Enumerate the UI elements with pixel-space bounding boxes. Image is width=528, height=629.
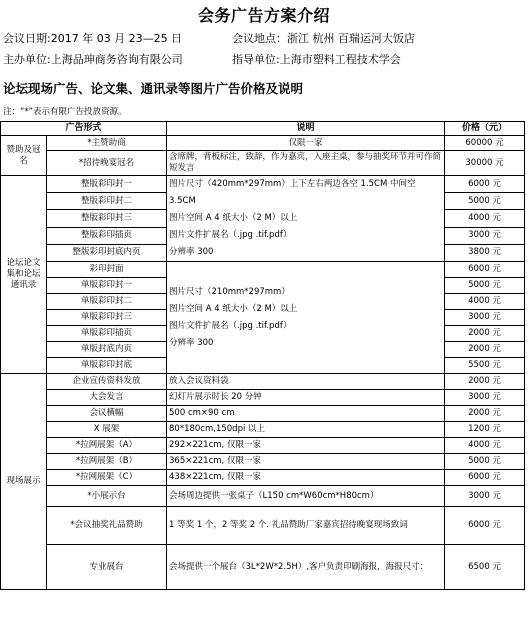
item-name: 整版彩印封底内页 xyxy=(47,244,167,261)
item-price: 5000 元 xyxy=(445,454,525,470)
item-price: 3000 元 xyxy=(445,390,525,406)
item-price: 3000 元 xyxy=(445,310,525,326)
item-name: *小展示台 xyxy=(47,486,167,507)
item-name: 专业展台 xyxy=(47,545,167,590)
item-description: 438×221cm, 仅限一家 xyxy=(167,470,445,486)
item-description: 会场周边提供一张桌子（L150 cm*W60cm*H80cm） xyxy=(167,486,445,507)
item-name: *拉网展架（C） xyxy=(47,470,167,486)
item-price: 5000 元 xyxy=(445,278,525,294)
item-name: 整版彩印封二 xyxy=(47,193,167,210)
header-ad-form: 广告形式 xyxy=(1,122,167,136)
item-price: 60000 元 xyxy=(445,136,525,151)
header-price: 价格（元） xyxy=(445,122,525,136)
desc-line: 图片空间 A 4 纸大小（2 M）以上 xyxy=(169,303,298,314)
item-name: 单版彩印插页 xyxy=(47,326,167,342)
item-name: 企业宣传资料发放 xyxy=(47,374,167,390)
item-description: 放入会议资料袋 xyxy=(167,374,445,390)
item-price: 2000 元 xyxy=(445,342,525,358)
table-row xyxy=(1,422,525,438)
item-price: 5500 元 xyxy=(445,358,525,374)
table-row xyxy=(1,151,525,176)
print-description-a xyxy=(167,176,445,262)
table-row xyxy=(1,136,525,151)
item-name: *主赞助商 xyxy=(47,136,167,151)
category-onsite: 现场展示 xyxy=(1,374,47,590)
item-name: 整版彩印封一 xyxy=(47,176,167,193)
item-description: 幻灯片展示时长 20 分钟 xyxy=(167,390,445,406)
desc-line: 图片空间 A 4 纸大小（2 M）以上 xyxy=(169,213,298,223)
item-name: 整版彩印封三 xyxy=(47,210,167,227)
desc-line: 分辨率 300 xyxy=(169,337,214,348)
item-name: *拉网展架（B） xyxy=(47,454,167,470)
item-name: 单版彩印封二 xyxy=(47,294,167,310)
item-price: 3000 元 xyxy=(445,486,525,507)
item-name: X 展架 xyxy=(47,422,167,438)
table-row xyxy=(1,507,525,545)
desc-line: 图片尺寸（420mm*297mm）上下左右两边各空 1.5CM 中间空 3.5CM xyxy=(169,179,416,206)
note-text: 注：“*”表示有限广告投放资源。 xyxy=(3,107,127,117)
item-description: 1 等奖 1 个，2 等奖 2 个. 礼品赞助厂家嘉宾招待晚宴现场致词 xyxy=(167,507,445,545)
item-price: 2000 元 xyxy=(445,326,525,342)
item-price: 6000 元 xyxy=(445,470,525,486)
table-row xyxy=(1,262,525,278)
item-name: 大会发言 xyxy=(47,390,167,406)
desc-line: 图片文件扩展名（.jpg .tif.pdf） xyxy=(169,230,292,240)
item-name: *会议抽奖礼品赞助 xyxy=(47,507,167,545)
item-description: 含席牌，背板标注，致辞，作为嘉宾，入座主桌，参与抽奖环节并可作简短发言 xyxy=(167,151,445,176)
item-price: 6000 元 xyxy=(445,507,525,545)
table-row xyxy=(1,176,525,193)
item-price: 4000 元 xyxy=(445,294,525,310)
item-name: *拉网展架（A） xyxy=(47,438,167,454)
item-name: 整版彩印插页 xyxy=(47,227,167,244)
document-title: 会务广告方案介绍 xyxy=(197,6,330,25)
item-price: 2000 元 xyxy=(445,406,525,422)
item-price: 6000 元 xyxy=(445,262,525,278)
item-price: 5000 元 xyxy=(445,193,525,210)
table-row xyxy=(1,374,525,390)
item-description: 292×221cm, 仅限一家 xyxy=(167,438,445,454)
table-row xyxy=(1,545,525,590)
table-row xyxy=(1,438,525,454)
section-heading: 论坛现场广告、论文集、通讯录等图片广告价格及说明 xyxy=(3,81,304,96)
item-price: 6000 元 xyxy=(445,176,525,193)
item-price: 4000 元 xyxy=(445,438,525,454)
table-header-row xyxy=(1,122,525,136)
desc-line: 图片尺寸（210mm*297mm） xyxy=(169,286,290,297)
item-name: 会议横幅 xyxy=(47,406,167,422)
header-description: 说明 xyxy=(167,122,445,136)
item-description: 会场提供一个展台（3L*2W*2.5H）,客户负责印刷海报，海报尺寸： xyxy=(167,545,445,590)
item-price: 3000 元 xyxy=(445,227,525,244)
item-price: 2000 元 xyxy=(445,374,525,390)
item-name: 单版封底内页 xyxy=(47,342,167,358)
category-print: 论坛论文集和论坛通讯录 xyxy=(1,176,47,374)
guide-organization: 指导单位:上海市塑料工程技术学会 xyxy=(232,53,401,66)
item-name: 彩印封面 xyxy=(47,262,167,278)
table-row xyxy=(1,390,525,406)
item-name: *招待晚宴冠名 xyxy=(47,151,167,176)
host-organization: 主办单位:上海品珅商务咨询有限公司 xyxy=(3,53,183,66)
desc-line: 分辨率 300 xyxy=(169,247,214,257)
item-name: 单版彩印封三 xyxy=(47,310,167,326)
meeting-date: 会议日期:2017 年 03 月 23—25 日 xyxy=(3,32,183,45)
item-name: 单版彩印封底 xyxy=(47,358,167,374)
table-row xyxy=(1,454,525,470)
table-row xyxy=(1,486,525,507)
item-price: 6500 元 xyxy=(445,545,525,590)
item-price: 3800 元 xyxy=(445,244,525,261)
item-name: 单版彩印封一 xyxy=(47,278,167,294)
meeting-venue: 会议地点：浙江 杭州 百瑞运河大饭店 xyxy=(232,32,415,45)
item-price: 1200 元 xyxy=(445,422,525,438)
item-description: 500 cm×90 cm xyxy=(167,406,445,422)
category-sponsor: 赞助及冠名 xyxy=(1,136,47,176)
table-row xyxy=(1,406,525,422)
print-description-b xyxy=(167,262,445,374)
item-price: 4000 元 xyxy=(445,210,525,227)
item-description: 365×221cm, 仅限一家 xyxy=(167,454,445,470)
item-price: 30000 元 xyxy=(445,151,525,176)
table-row xyxy=(1,470,525,486)
desc-line: 图片文件扩展名（.jpg .tif.pdf） xyxy=(169,320,292,331)
item-description: 仅限一家 xyxy=(167,136,445,151)
price-table xyxy=(0,121,525,590)
item-description: 80*180cm,150dpi 以上 xyxy=(167,422,445,438)
